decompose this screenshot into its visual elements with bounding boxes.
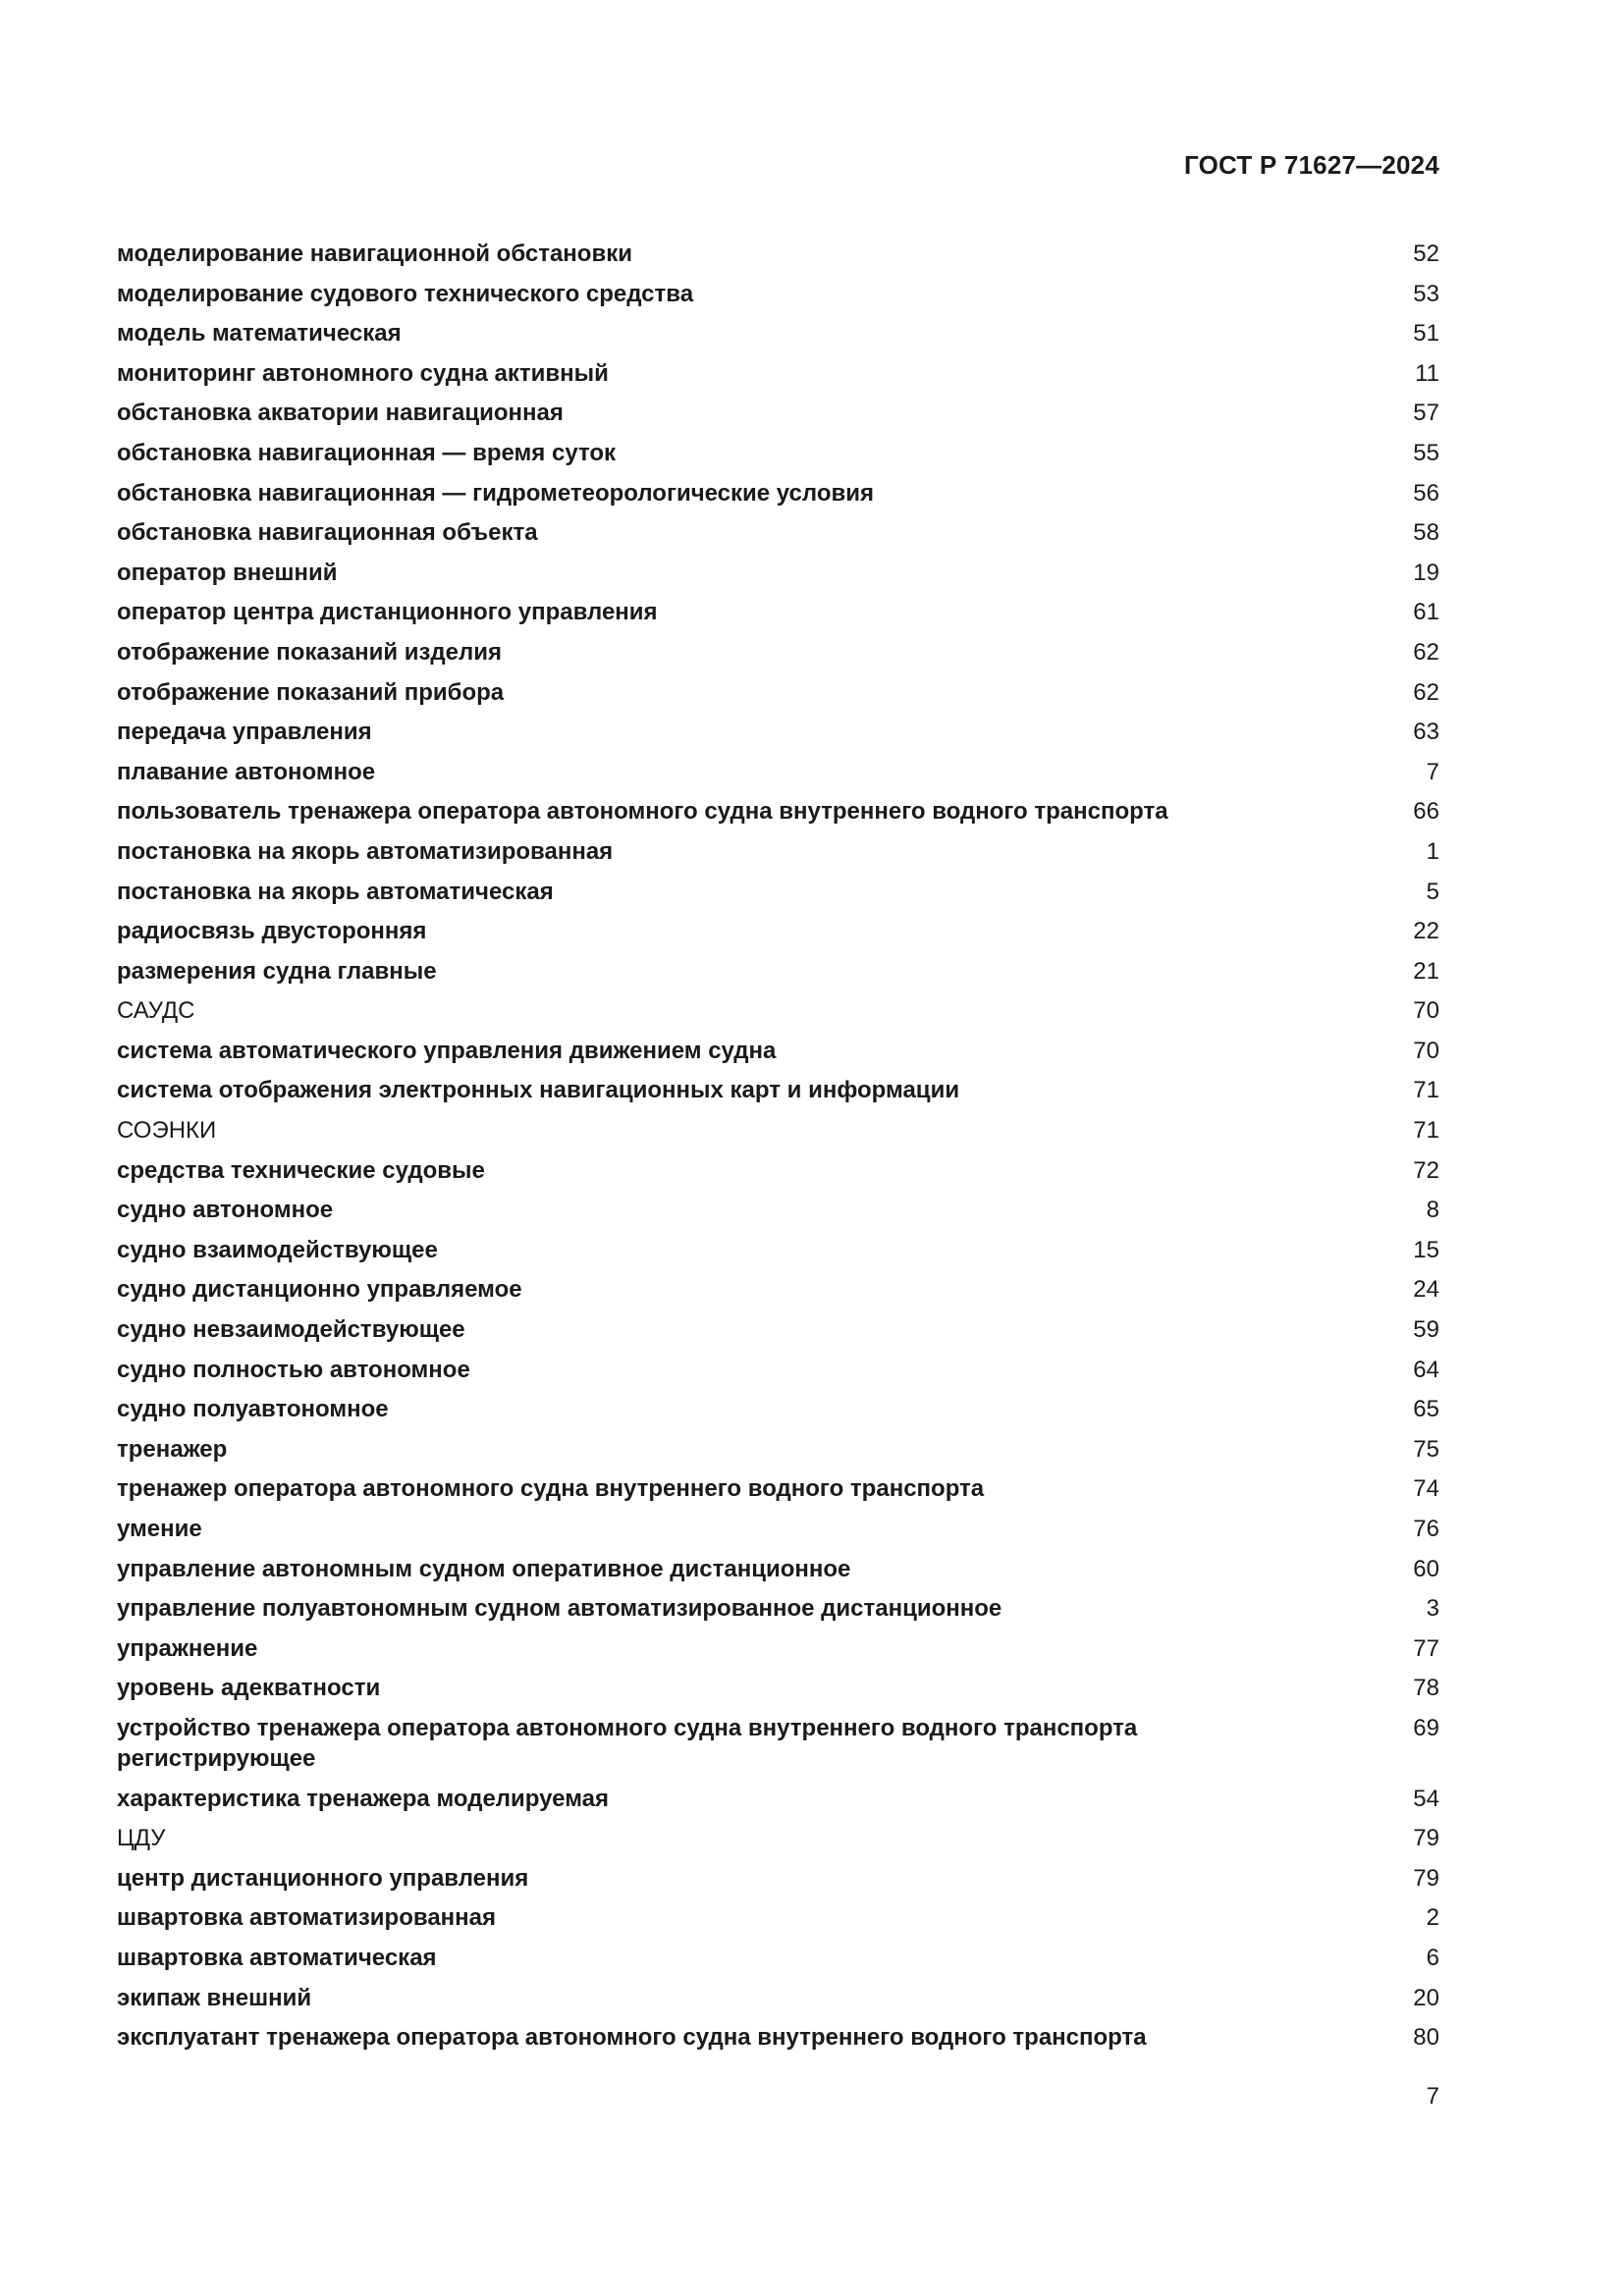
index-entry (117, 1554, 1439, 1584)
index-entry (117, 517, 1439, 548)
index-term-number: 62 (1413, 638, 1439, 666)
index-term-number: 20 (1413, 1984, 1439, 2011)
index-term: швартовка автоматизированная (117, 1904, 497, 1932)
index-term: уровень адекватности (117, 1675, 381, 1702)
index-term-number: 71 (1413, 1117, 1439, 1145)
index-term-number: 11 (1415, 359, 1439, 387)
index-entry (117, 836, 1439, 867)
index-term-number: 78 (1413, 1675, 1439, 1702)
index-entry (117, 637, 1439, 667)
index-term-number: 75 (1413, 1435, 1439, 1463)
index-entry (117, 1784, 1439, 1814)
index-entry (117, 438, 1439, 468)
index-term-number: 62 (1413, 678, 1439, 706)
index-entry (117, 1983, 1439, 2013)
index-entry (117, 677, 1439, 708)
index-term: система отображения электронных навигационных карт и информации (117, 1077, 960, 1104)
index-entry (117, 1036, 1439, 1066)
index-entry (117, 757, 1439, 787)
index-term: передача управления (117, 719, 372, 746)
index-term: ЦДУ (117, 1825, 166, 1852)
index-term: моделирование навигационной обстановки (117, 240, 632, 267)
index-entry (117, 239, 1439, 269)
index-term-number: 60 (1413, 1555, 1439, 1582)
index-term: судно полностью автономное (117, 1356, 470, 1383)
index-term: тренажер оператора автономного судна внутреннего водного транспорта (117, 1475, 985, 1503)
index-entry (117, 877, 1439, 907)
index-term-number: 55 (1413, 439, 1439, 466)
index-term: мониторинг автономного судна активный (117, 359, 609, 387)
index-entry (117, 1195, 1439, 1225)
index-term: оператор центра дистанционного управления (117, 599, 658, 626)
index-term: тренажер (117, 1435, 228, 1463)
index-entry (117, 1473, 1439, 1504)
index-term: размерения судна главные (117, 957, 437, 985)
index-entry (117, 1902, 1439, 1933)
index-term-number: 53 (1413, 280, 1439, 307)
index-term-number: 59 (1413, 1316, 1439, 1344)
index-term-number: 69 (1413, 1714, 1439, 1741)
index-term-number: 57 (1413, 400, 1439, 427)
index-term: эксплуатант тренажера оператора автономного судна внутреннего водного транспорта (117, 2024, 1147, 2052)
index-term: система автоматического управления движением судна (117, 1037, 777, 1064)
index-term-number: 74 (1413, 1475, 1439, 1503)
index-term: судно дистанционно управляемое (117, 1276, 522, 1304)
index-term-number: 76 (1413, 1516, 1439, 1542)
index-term: модель математическая (117, 320, 402, 347)
index-entry (117, 916, 1439, 946)
page-number: 7 (1426, 2083, 1439, 2109)
index-term-number: 71 (1413, 1077, 1439, 1104)
index-entry (117, 995, 1439, 1026)
index-term-number: 72 (1413, 1156, 1439, 1184)
index-entry (117, 597, 1439, 627)
index-term: центр дистанционного управления (117, 1864, 529, 1892)
index-entry (117, 717, 1439, 747)
index-term: швартовка автоматическая (117, 1944, 437, 1971)
index-entry (117, 1593, 1439, 1624)
index-term-number: 54 (1413, 1785, 1439, 1812)
index-term: характеристика тренажера моделируемая (117, 1785, 609, 1812)
index-term-number: 24 (1413, 1276, 1439, 1304)
index-term-number: 70 (1413, 1037, 1439, 1064)
index-term-number: 52 (1413, 240, 1439, 267)
index-term-number: 8 (1426, 1197, 1439, 1224)
index-term: судно невзаимодействующее (117, 1316, 465, 1344)
index-entry (117, 1514, 1439, 1544)
index-entry (117, 1394, 1439, 1424)
index-term-number: 6 (1426, 1944, 1439, 1971)
index-term-number: 77 (1413, 1634, 1439, 1662)
document-code: ГОСТ Р 71627—2024 (1184, 150, 1439, 180)
index-entry (117, 1673, 1439, 1703)
index-term: постановка на якорь автоматическая (117, 878, 554, 905)
index-term-number: 65 (1413, 1396, 1439, 1423)
index-entry (117, 1355, 1439, 1385)
index-entry (117, 1713, 1439, 1774)
index-term: моделирование судового технического средства (117, 280, 694, 307)
index-term-number: 15 (1413, 1236, 1439, 1263)
index-term-number: 61 (1413, 599, 1439, 626)
index-term: САУДС (117, 997, 195, 1025)
index-entry (117, 1314, 1439, 1345)
index-entry (117, 956, 1439, 987)
index-entry (117, 1823, 1439, 1853)
index-term: судно взаимодействующее (117, 1236, 438, 1263)
index-term: умение (117, 1516, 202, 1542)
index-term-number: 80 (1413, 2024, 1439, 2052)
index-entry (117, 1863, 1439, 1894)
index-entry (117, 1274, 1439, 1305)
index-term: обстановка навигационная объекта (117, 519, 538, 547)
alphabetical-index (117, 239, 1439, 2062)
index-entry (117, 358, 1439, 389)
index-term-number: 66 (1413, 798, 1439, 826)
index-term-number: 70 (1413, 997, 1439, 1025)
index-entry (117, 1075, 1439, 1105)
index-term: упражнение (117, 1634, 258, 1662)
index-term: отображение показаний прибора (117, 678, 505, 706)
index-term-number: 1 (1426, 837, 1439, 865)
index-term-number: 63 (1413, 719, 1439, 746)
index-entry (117, 478, 1439, 508)
index-term: плавание автономное (117, 758, 376, 785)
index-entry (117, 1235, 1439, 1265)
index-term-number: 7 (1426, 758, 1439, 785)
index-term-number: 5 (1426, 878, 1439, 905)
index-term: обстановка навигационная — гидрометеорологические условия (117, 479, 874, 507)
index-term: оператор внешний (117, 559, 338, 586)
index-term: управление полуавтономным судном автоматизированное дистанционное (117, 1595, 1002, 1623)
index-term: обстановка навигационная — время суток (117, 439, 617, 466)
index-entry (117, 1155, 1439, 1186)
index-term: СОЭНКИ (117, 1117, 217, 1145)
index-entry (117, 1115, 1439, 1146)
index-entry (117, 558, 1439, 588)
index-term-number: 19 (1413, 559, 1439, 586)
index-term: постановка на якорь автоматизированная (117, 837, 614, 865)
index-entry (117, 2022, 1439, 2053)
index-term-number: 21 (1413, 957, 1439, 985)
index-term: устройство тренажера оператора автономного судна внутреннего водного транспорта регистрирующее (117, 1714, 1138, 1772)
index-term-number: 56 (1413, 479, 1439, 507)
index-term: экипаж внешний (117, 1984, 312, 2011)
index-entry (117, 398, 1439, 428)
index-term-number: 3 (1426, 1595, 1439, 1623)
index-entry (117, 279, 1439, 309)
index-term: управление автономным судном оперативное дистанционное (117, 1555, 851, 1582)
index-entry (117, 1943, 1439, 1973)
index-term-number: 2 (1426, 1904, 1439, 1932)
index-term: средства технические судовые (117, 1156, 485, 1184)
index-entry (117, 1633, 1439, 1664)
index-entry (117, 796, 1439, 827)
index-term: обстановка акватории навигационная (117, 400, 564, 427)
index-term: пользователь тренажера оператора автономного судна внутреннего водного транспорта (117, 798, 1168, 826)
index-term-number: 51 (1413, 320, 1439, 347)
index-term-number: 64 (1413, 1356, 1439, 1383)
index-term-number: 22 (1413, 918, 1439, 945)
index-entry (117, 1434, 1439, 1465)
index-term-number: 79 (1413, 1864, 1439, 1892)
index-entry (117, 318, 1439, 348)
index-term: судно полуавтономное (117, 1396, 389, 1423)
index-term: радиосвязь двусторонняя (117, 918, 427, 945)
index-term: судно автономное (117, 1197, 334, 1224)
index-term-number: 79 (1413, 1825, 1439, 1852)
index-term: отображение показаний изделия (117, 638, 503, 666)
index-term-number: 58 (1413, 519, 1439, 547)
